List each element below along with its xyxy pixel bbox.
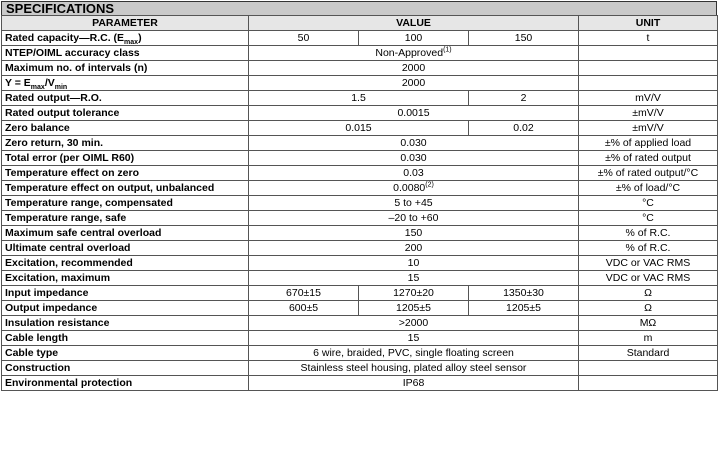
row-label: NTEP/OIML accuracy class [2, 46, 249, 61]
row-value: Non-Approved$^{(1)}$ [249, 46, 579, 61]
table-row [2, 301, 718, 316]
row-value: >2000 [249, 316, 579, 331]
row-value: 0.02 [469, 121, 579, 136]
row-value: 1205±5 [469, 301, 579, 316]
row-label: Total error (per OIML R60) [2, 151, 249, 166]
table-row [2, 46, 718, 61]
table-row [2, 256, 718, 271]
row-label: Input impedance [2, 286, 249, 301]
row-unit: m [579, 331, 718, 346]
table-header-row [2, 16, 718, 31]
row-label: Ultimate central overload [2, 241, 249, 256]
row-label: Excitation, recommended [2, 256, 249, 271]
row-unit: ±% of rated output [579, 151, 718, 166]
row-unit: VDC or VAC RMS [579, 271, 718, 286]
row-unit: Ω [579, 286, 718, 301]
table-row [2, 241, 718, 256]
row-value: 2 [469, 91, 579, 106]
row-unit: ±mV/V [579, 121, 718, 136]
table-row [2, 76, 718, 91]
row-value: 15 [249, 331, 579, 346]
table-row [2, 271, 718, 286]
row-unit: Standard [579, 346, 718, 361]
row-label: Temperature effect on output, unbalanced [2, 181, 249, 196]
table-row [2, 376, 718, 391]
row-unit [579, 361, 718, 376]
row-label: Temperature range, safe [2, 211, 249, 226]
row-value: 15 [249, 271, 579, 286]
table-row [2, 196, 718, 211]
table-row [2, 346, 718, 361]
row-value: 1205±5 [359, 301, 469, 316]
row-unit: ±% of rated output/°C [579, 166, 718, 181]
table-row [2, 181, 718, 196]
row-unit: % of R.C. [579, 226, 718, 241]
row-unit: % of R.C. [579, 241, 718, 256]
row-unit [579, 46, 718, 61]
table-row [2, 121, 718, 136]
row-unit: mV/V [579, 91, 718, 106]
row-value: 2000 [249, 76, 579, 91]
row-value: 150 [249, 226, 579, 241]
row-label: Insulation resistance [2, 316, 249, 331]
row-value: 0.0015 [249, 106, 579, 121]
table-row [2, 91, 718, 106]
row-value: 1350±30 [469, 286, 579, 301]
row-value: 10 [249, 256, 579, 271]
row-unit: Ω [579, 301, 718, 316]
row-label: Environmental protection [2, 376, 249, 391]
row-label: Rated capacity—R.C. $(E_{max})$ [2, 31, 249, 46]
row-unit: MΩ [579, 316, 718, 331]
spec-table [1, 15, 718, 391]
table-row [2, 211, 718, 226]
row-unit: ±mV/V [579, 106, 718, 121]
table-row [2, 31, 718, 46]
table-row [2, 331, 718, 346]
row-value: 1.5 [249, 91, 469, 106]
row-unit: t [579, 31, 718, 46]
row-value: 5 to +45 [249, 196, 579, 211]
row-label: Maximum safe central overload [2, 226, 249, 241]
row-value: –20 to +60 [249, 211, 579, 226]
row-value: 0.030 [249, 151, 579, 166]
row-value: 1270±20 [359, 286, 469, 301]
row-label: Cable type [2, 346, 249, 361]
header-unit: UNIT [579, 16, 718, 31]
row-label: Excitation, maximum [2, 271, 249, 286]
row-label: Output impedance [2, 301, 249, 316]
row-label: Rated output—R.O. [2, 91, 249, 106]
row-value: 600±5 [249, 301, 359, 316]
table-row [2, 61, 718, 76]
row-value: 2000 [249, 61, 579, 76]
table-row [2, 151, 718, 166]
row-label: Cable length [2, 331, 249, 346]
row-unit [579, 76, 718, 91]
row-value: Stainless steel housing, plated alloy steel sensor [249, 361, 579, 376]
row-value: 150 [469, 31, 579, 46]
header-value: VALUE [249, 16, 579, 31]
row-label: Rated output tolerance [2, 106, 249, 121]
row-label: Construction [2, 361, 249, 376]
row-label: Temperature range, compensated [2, 196, 249, 211]
row-unit [579, 61, 718, 76]
table-row [2, 316, 718, 331]
row-value: 0.015 [249, 121, 469, 136]
row-value: 0.03 [249, 166, 579, 181]
row-value: 50 [249, 31, 359, 46]
table-row [2, 166, 718, 181]
row-value: 670±15 [249, 286, 359, 301]
row-value: 0.030 [249, 136, 579, 151]
row-label: Zero balance [2, 121, 249, 136]
row-unit: ±% of applied load [579, 136, 718, 151]
spec-title: SPECIFICATIONS [1, 1, 717, 16]
row-value: 200 [249, 241, 579, 256]
table-row [2, 286, 718, 301]
row-unit: °C [579, 196, 718, 211]
row-label: Temperature effect on zero [2, 166, 249, 181]
row-unit [579, 376, 718, 391]
row-label: Zero return, 30 min. [2, 136, 249, 151]
row-value: 0.0080$^{(2)}$ [249, 181, 579, 196]
row-value: IP68 [249, 376, 579, 391]
row-value: 100 [359, 31, 469, 46]
header-parameter: PARAMETER [2, 16, 249, 31]
table-row [2, 136, 718, 151]
row-label: $Y = E_{max}/V_{min}$ [2, 76, 249, 91]
row-unit: VDC or VAC RMS [579, 256, 718, 271]
row-label: Maximum no. of intervals (n) [2, 61, 249, 76]
table-row [2, 106, 718, 121]
table-row [2, 226, 718, 241]
row-unit: °C [579, 211, 718, 226]
row-unit: ±% of load/°C [579, 181, 718, 196]
row-value: 6 wire, braided, PVC, single floating screen [249, 346, 579, 361]
table-row [2, 361, 718, 376]
